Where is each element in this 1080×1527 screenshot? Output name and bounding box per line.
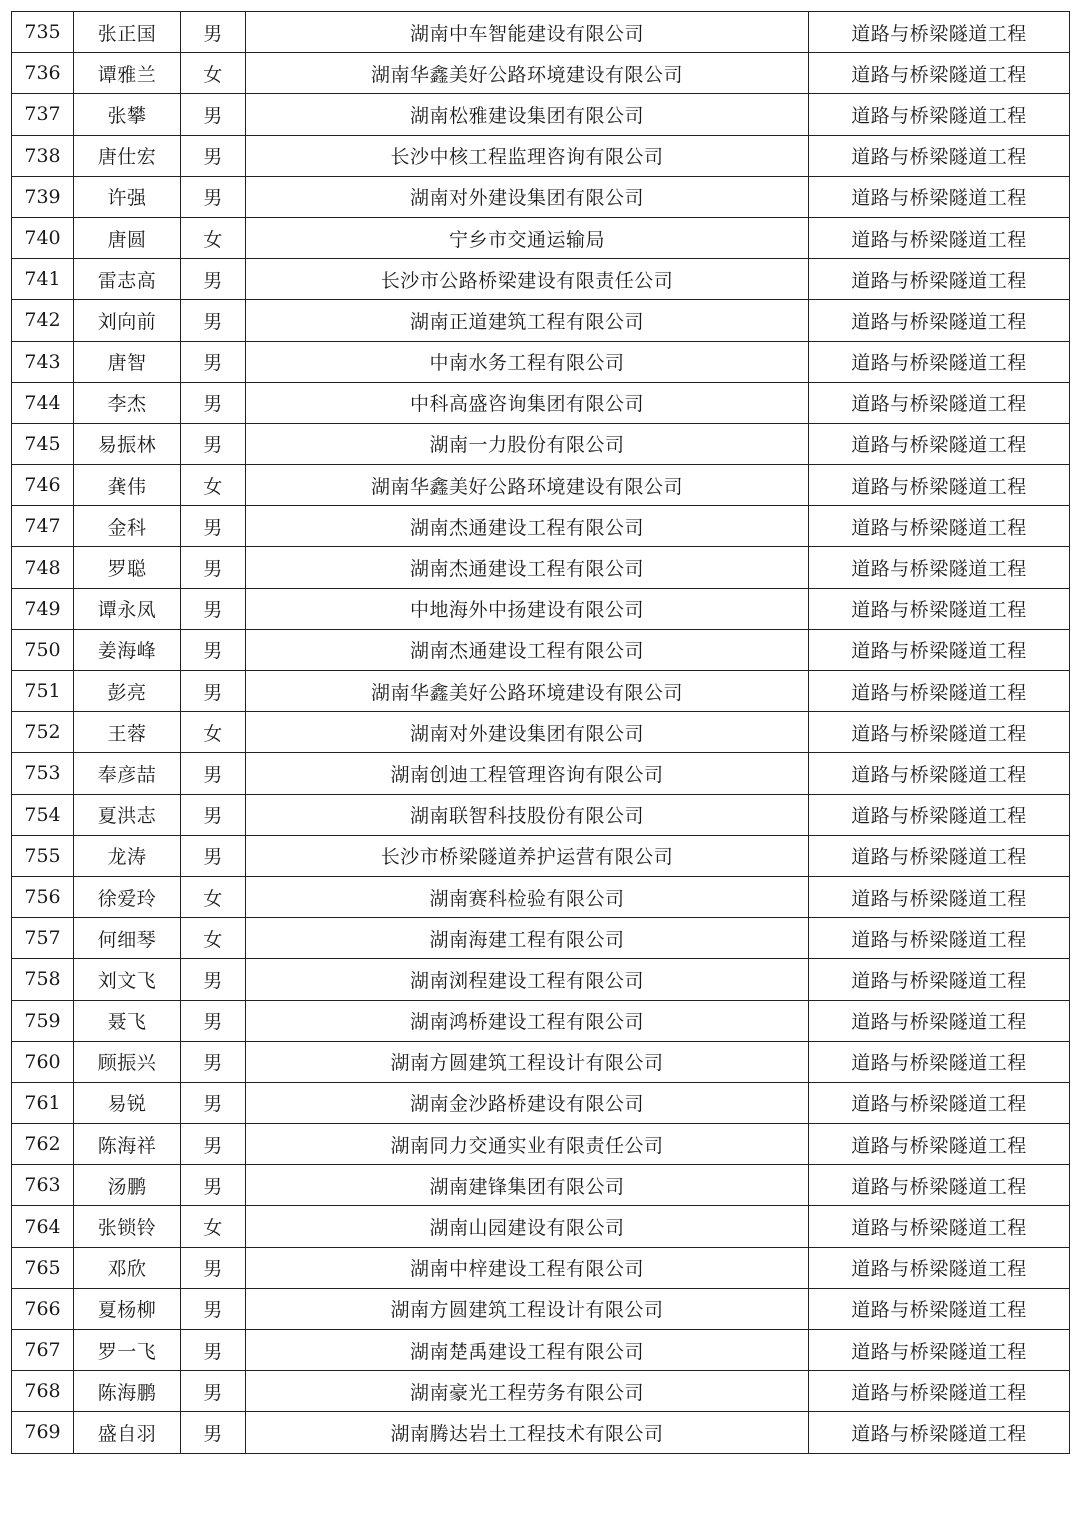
table-row — [12, 794, 1070, 835]
employer: 湖南中梓建设工程有限公司 — [246, 1247, 809, 1288]
row-number: 767 — [12, 1330, 74, 1371]
gender: 男 — [181, 1288, 246, 1329]
row-number: 748 — [12, 547, 74, 588]
row-number: 744 — [12, 382, 74, 423]
specialty: 道路与桥梁隧道工程 — [809, 671, 1070, 712]
gender: 女 — [181, 217, 246, 258]
table-row — [12, 94, 1070, 135]
gender: 男 — [181, 1000, 246, 1041]
row-number: 761 — [12, 1082, 74, 1123]
employer: 湖南对外建设集团有限公司 — [246, 176, 809, 217]
gender: 男 — [181, 12, 246, 53]
row-number: 762 — [12, 1124, 74, 1165]
specialty: 道路与桥梁隧道工程 — [809, 1247, 1070, 1288]
employer: 湖南赛科检验有限公司 — [246, 876, 809, 917]
row-number: 768 — [12, 1371, 74, 1412]
gender: 男 — [181, 794, 246, 835]
row-number: 765 — [12, 1247, 74, 1288]
person-name: 龚伟 — [74, 465, 181, 506]
specialty: 道路与桥梁隧道工程 — [809, 423, 1070, 464]
row-number: 749 — [12, 588, 74, 629]
person-name: 罗一飞 — [74, 1330, 181, 1371]
employer: 长沙中核工程监理咨询有限公司 — [246, 135, 809, 176]
gender: 男 — [181, 423, 246, 464]
table-row — [12, 1124, 1070, 1165]
table-row — [12, 1371, 1070, 1412]
table-row — [12, 547, 1070, 588]
specialty: 道路与桥梁隧道工程 — [809, 629, 1070, 670]
specialty: 道路与桥梁隧道工程 — [809, 959, 1070, 1000]
person-name: 张正国 — [74, 12, 181, 53]
table-row — [12, 12, 1070, 53]
specialty: 道路与桥梁隧道工程 — [809, 1371, 1070, 1412]
person-name: 姜海峰 — [74, 629, 181, 670]
specialty: 道路与桥梁隧道工程 — [809, 753, 1070, 794]
person-name: 徐爱玲 — [74, 876, 181, 917]
gender: 女 — [181, 1206, 246, 1247]
employer: 湖南华鑫美好公路环境建设有限公司 — [246, 465, 809, 506]
gender: 女 — [181, 876, 246, 917]
row-number: 752 — [12, 712, 74, 753]
roster-body — [12, 12, 1070, 1454]
gender: 男 — [181, 1330, 246, 1371]
row-number: 747 — [12, 506, 74, 547]
person-name: 罗聪 — [74, 547, 181, 588]
specialty: 道路与桥梁隧道工程 — [809, 712, 1070, 753]
specialty: 道路与桥梁隧道工程 — [809, 259, 1070, 300]
specialty: 道路与桥梁隧道工程 — [809, 1412, 1070, 1453]
specialty: 道路与桥梁隧道工程 — [809, 465, 1070, 506]
employer: 中科高盛咨询集团有限公司 — [246, 382, 809, 423]
employer: 湖南豪光工程劳务有限公司 — [246, 1371, 809, 1412]
specialty: 道路与桥梁隧道工程 — [809, 918, 1070, 959]
gender: 男 — [181, 341, 246, 382]
gender: 男 — [181, 300, 246, 341]
gender: 男 — [181, 547, 246, 588]
row-number: 753 — [12, 753, 74, 794]
specialty: 道路与桥梁隧道工程 — [809, 1041, 1070, 1082]
person-name: 夏洪志 — [74, 794, 181, 835]
table-row — [12, 1247, 1070, 1288]
table-row — [12, 382, 1070, 423]
gender: 男 — [181, 1247, 246, 1288]
gender: 男 — [181, 629, 246, 670]
employer: 湖南腾达岩土工程技术有限公司 — [246, 1412, 809, 1453]
row-number: 766 — [12, 1288, 74, 1329]
employer: 湖南金沙路桥建设有限公司 — [246, 1082, 809, 1123]
specialty: 道路与桥梁隧道工程 — [809, 382, 1070, 423]
table-row — [12, 918, 1070, 959]
employer: 湖南海建工程有限公司 — [246, 918, 809, 959]
person-name: 聂飞 — [74, 1000, 181, 1041]
employer: 中南水务工程有限公司 — [246, 341, 809, 382]
specialty: 道路与桥梁隧道工程 — [809, 1206, 1070, 1247]
person-name: 何细琴 — [74, 918, 181, 959]
employer: 湖南松雅建设集团有限公司 — [246, 94, 809, 135]
row-number: 742 — [12, 300, 74, 341]
table-row — [12, 588, 1070, 629]
employer: 湖南方圆建筑工程设计有限公司 — [246, 1041, 809, 1082]
person-name: 谭永凤 — [74, 588, 181, 629]
employer: 湖南中车智能建设有限公司 — [246, 12, 809, 53]
gender: 男 — [181, 135, 246, 176]
table-row — [12, 300, 1070, 341]
table-row — [12, 1288, 1070, 1329]
person-name: 彭亮 — [74, 671, 181, 712]
table-row — [12, 217, 1070, 258]
gender: 男 — [181, 1371, 246, 1412]
specialty: 道路与桥梁隧道工程 — [809, 1165, 1070, 1206]
person-name: 汤鹏 — [74, 1165, 181, 1206]
gender: 男 — [181, 1165, 246, 1206]
person-name: 张锁铃 — [74, 1206, 181, 1247]
table-row — [12, 835, 1070, 876]
row-number: 739 — [12, 176, 74, 217]
specialty: 道路与桥梁隧道工程 — [809, 835, 1070, 876]
row-number: 754 — [12, 794, 74, 835]
table-row — [12, 423, 1070, 464]
row-number: 769 — [12, 1412, 74, 1453]
row-number: 757 — [12, 918, 74, 959]
employer: 湖南浏程建设工程有限公司 — [246, 959, 809, 1000]
table-row — [12, 1330, 1070, 1371]
row-number: 756 — [12, 876, 74, 917]
specialty: 道路与桥梁隧道工程 — [809, 135, 1070, 176]
row-number: 741 — [12, 259, 74, 300]
employer: 长沙市桥梁隧道养护运营有限公司 — [246, 835, 809, 876]
employer: 湖南同力交通实业有限责任公司 — [246, 1124, 809, 1165]
table-row — [12, 506, 1070, 547]
employer: 湖南方圆建筑工程设计有限公司 — [246, 1288, 809, 1329]
table-row — [12, 671, 1070, 712]
employer: 湖南杰通建设工程有限公司 — [246, 547, 809, 588]
gender: 男 — [181, 1412, 246, 1453]
person-name: 唐仕宏 — [74, 135, 181, 176]
person-name: 陈海鹏 — [74, 1371, 181, 1412]
table-row — [12, 753, 1070, 794]
row-number: 745 — [12, 423, 74, 464]
gender: 女 — [181, 465, 246, 506]
employer: 长沙市公路桥梁建设有限责任公司 — [246, 259, 809, 300]
employer: 湖南华鑫美好公路环境建设有限公司 — [246, 671, 809, 712]
row-number: 746 — [12, 465, 74, 506]
person-name: 刘文飞 — [74, 959, 181, 1000]
person-name: 谭雅兰 — [74, 53, 181, 94]
employer: 湖南山园建设有限公司 — [246, 1206, 809, 1247]
table-row — [12, 1412, 1070, 1453]
person-name: 李杰 — [74, 382, 181, 423]
employer: 宁乡市交通运输局 — [246, 217, 809, 258]
person-name: 唐智 — [74, 341, 181, 382]
gender: 男 — [181, 259, 246, 300]
gender: 女 — [181, 918, 246, 959]
table-row — [12, 465, 1070, 506]
roster-table — [11, 11, 1070, 1454]
table-row — [12, 135, 1070, 176]
person-name: 顾振兴 — [74, 1041, 181, 1082]
row-number: 760 — [12, 1041, 74, 1082]
specialty: 道路与桥梁隧道工程 — [809, 341, 1070, 382]
employer: 湖南联智科技股份有限公司 — [246, 794, 809, 835]
employer: 湖南创迪工程管理咨询有限公司 — [246, 753, 809, 794]
gender: 男 — [181, 835, 246, 876]
specialty: 道路与桥梁隧道工程 — [809, 94, 1070, 135]
gender: 男 — [181, 1041, 246, 1082]
gender: 男 — [181, 671, 246, 712]
row-number: 759 — [12, 1000, 74, 1041]
person-name: 龙涛 — [74, 835, 181, 876]
person-name: 唐圆 — [74, 217, 181, 258]
specialty: 道路与桥梁隧道工程 — [809, 588, 1070, 629]
row-number: 763 — [12, 1165, 74, 1206]
gender: 男 — [181, 1124, 246, 1165]
gender: 男 — [181, 176, 246, 217]
row-number: 738 — [12, 135, 74, 176]
specialty: 道路与桥梁隧道工程 — [809, 1000, 1070, 1041]
table-row — [12, 176, 1070, 217]
row-number: 758 — [12, 959, 74, 1000]
employer: 湖南楚禹建设工程有限公司 — [246, 1330, 809, 1371]
specialty: 道路与桥梁隧道工程 — [809, 12, 1070, 53]
table-row — [12, 1000, 1070, 1041]
gender: 男 — [181, 94, 246, 135]
person-name: 张攀 — [74, 94, 181, 135]
employer: 湖南杰通建设工程有限公司 — [246, 506, 809, 547]
person-name: 雷志高 — [74, 259, 181, 300]
employer: 中地海外中扬建设有限公司 — [246, 588, 809, 629]
specialty: 道路与桥梁隧道工程 — [809, 506, 1070, 547]
table-row — [12, 341, 1070, 382]
gender: 女 — [181, 712, 246, 753]
table-row — [12, 629, 1070, 670]
table-row — [12, 1041, 1070, 1082]
gender: 男 — [181, 1082, 246, 1123]
employer: 湖南对外建设集团有限公司 — [246, 712, 809, 753]
specialty: 道路与桥梁隧道工程 — [809, 1330, 1070, 1371]
table-row — [12, 959, 1070, 1000]
gender: 男 — [181, 588, 246, 629]
row-number: 743 — [12, 341, 74, 382]
table-row — [12, 712, 1070, 753]
person-name: 奉彦喆 — [74, 753, 181, 794]
table-row — [12, 1206, 1070, 1247]
specialty: 道路与桥梁隧道工程 — [809, 300, 1070, 341]
employer: 湖南华鑫美好公路环境建设有限公司 — [246, 53, 809, 94]
person-name: 刘向前 — [74, 300, 181, 341]
person-name: 易锐 — [74, 1082, 181, 1123]
specialty: 道路与桥梁隧道工程 — [809, 53, 1070, 94]
specialty: 道路与桥梁隧道工程 — [809, 1082, 1070, 1123]
row-number: 737 — [12, 94, 74, 135]
employer: 湖南鸿桥建设工程有限公司 — [246, 1000, 809, 1041]
row-number: 740 — [12, 217, 74, 258]
employer: 湖南建锋集团有限公司 — [246, 1165, 809, 1206]
gender: 男 — [181, 382, 246, 423]
gender: 女 — [181, 53, 246, 94]
table-row — [12, 1082, 1070, 1123]
table-row — [12, 1165, 1070, 1206]
gender: 男 — [181, 959, 246, 1000]
employer: 湖南一力股份有限公司 — [246, 423, 809, 464]
specialty: 道路与桥梁隧道工程 — [809, 876, 1070, 917]
row-number: 736 — [12, 53, 74, 94]
employer: 湖南杰通建设工程有限公司 — [246, 629, 809, 670]
specialty: 道路与桥梁隧道工程 — [809, 1124, 1070, 1165]
employer: 湖南正道建筑工程有限公司 — [246, 300, 809, 341]
specialty: 道路与桥梁隧道工程 — [809, 176, 1070, 217]
gender: 男 — [181, 506, 246, 547]
person-name: 王蓉 — [74, 712, 181, 753]
table-row — [12, 259, 1070, 300]
row-number: 750 — [12, 629, 74, 670]
gender: 男 — [181, 753, 246, 794]
person-name: 陈海祥 — [74, 1124, 181, 1165]
person-name: 盛自羽 — [74, 1412, 181, 1453]
person-name: 许强 — [74, 176, 181, 217]
person-name: 金科 — [74, 506, 181, 547]
specialty: 道路与桥梁隧道工程 — [809, 547, 1070, 588]
table-row — [12, 53, 1070, 94]
row-number: 755 — [12, 835, 74, 876]
row-number: 751 — [12, 671, 74, 712]
row-number: 735 — [12, 12, 74, 53]
specialty: 道路与桥梁隧道工程 — [809, 794, 1070, 835]
table-row — [12, 876, 1070, 917]
row-number: 764 — [12, 1206, 74, 1247]
specialty: 道路与桥梁隧道工程 — [809, 217, 1070, 258]
person-name: 易振林 — [74, 423, 181, 464]
specialty: 道路与桥梁隧道工程 — [809, 1288, 1070, 1329]
person-name: 邓欣 — [74, 1247, 181, 1288]
person-name: 夏杨柳 — [74, 1288, 181, 1329]
